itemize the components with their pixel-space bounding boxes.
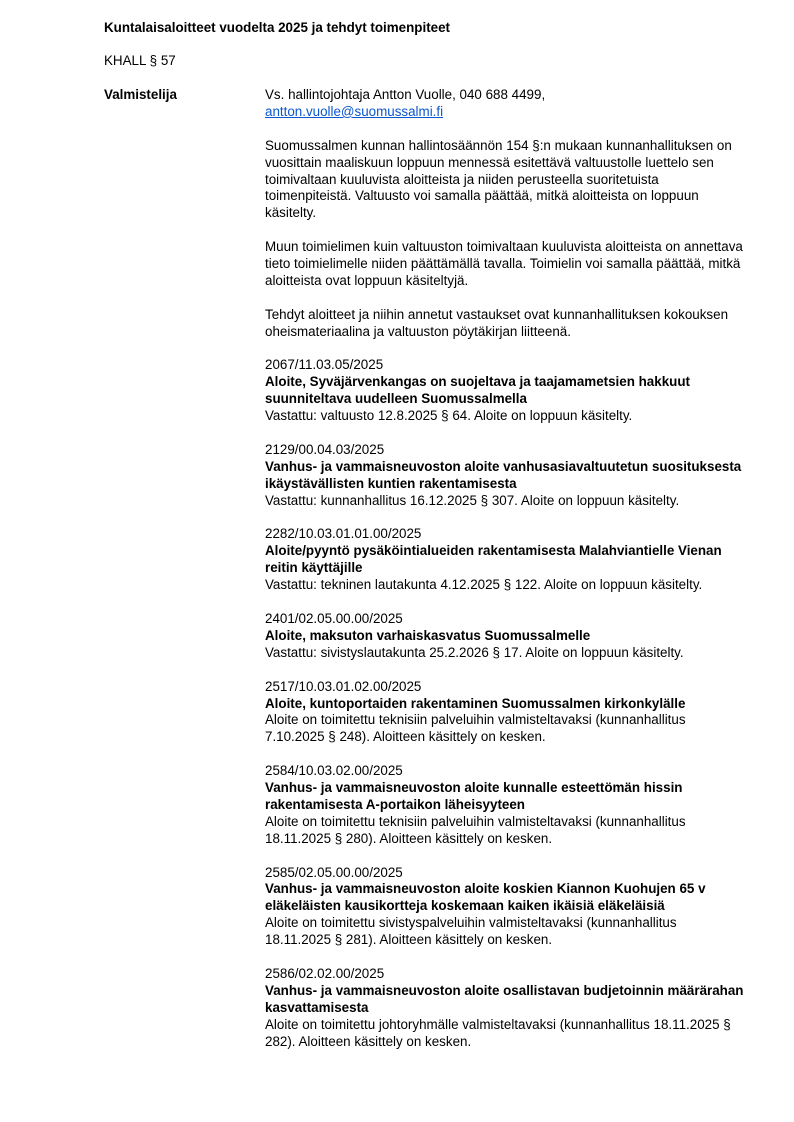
- initiative-code: 2517/10.03.01.02.00/2025: [265, 678, 422, 694]
- initiative-item: [265, 526, 745, 594]
- initiative-title: Vanhus- ja vammaisneuvoston aloite osallistavan budjetoinnin määrärahan kasvattamisesta: [265, 982, 744, 1015]
- initiative-item: [265, 966, 745, 1051]
- document-body: [265, 87, 745, 1050]
- initiative-status: Vastattu: tekninen lautakunta 4.12.2025 § 122. Aloite on loppuun käsitelty.: [265, 577, 703, 593]
- initiative-status: Aloite on toimitettu teknisiin palveluihin valmisteltavaksi (kunnanhallitus 18.11.2025 § 280). Aloitteen käsittely on kesken.: [265, 813, 686, 846]
- page-title: Kuntalaisaloitteet vuodelta 2025 ja tehdyt toimenpiteet: [104, 20, 451, 35]
- initiative-item: [265, 763, 745, 848]
- initiative-code: 2282/10.03.01.01.00/2025: [265, 526, 422, 542]
- initiative-title: Vanhus- ja vammaisneuvoston aloite vanhusasiavaltuutetun suosituksesta ikäystävällisten kuntien rakentamisesta: [265, 458, 742, 491]
- initiative-title: Aloite/pyyntö pysäköintialueiden rakentamisesta Malahviantielle Vienan reitin käyttäjille: [265, 543, 722, 576]
- initiative-code: 2067/11.03.05/2025: [265, 357, 384, 373]
- initiative-code: 2586/02.02.00/2025: [265, 965, 385, 981]
- initiative-code: 2129/00.04.03/2025: [265, 441, 385, 457]
- initiative-item: [265, 611, 745, 662]
- initiative-title: Vanhus- ja vammaisneuvoston aloite kunnalle esteettömän hissin rakentamisesta A-portaikon läheisyyteen: [265, 780, 683, 812]
- initiative-status: Aloite on toimitettu teknisiin palveluihin valmisteltavaksi (kunnanhallitus 7.10.2025 § 248). Aloitteen käsittely on kesken.: [265, 712, 686, 745]
- initiative-title: Aloite, kuntoportaiden rakentaminen Suomussalmen kirkonkylälle: [265, 695, 686, 711]
- initiative-status: Vastattu: kunnanhallitus 16.12.2025 § 307. Aloite on loppuun käsitelty.: [265, 492, 680, 508]
- initiative-title: Aloite, Syväjärvenkangas on suojeltava ja taajamametsien hakkuut suunniteltava uudelleen Suomussalmella: [265, 374, 690, 407]
- intro-paragraph: Suomussalmen kunnan hallintosäännön 154 §:n mukaan kunnanhallituksen on vuosittain maaliskuun loppuun mennessä esitettävä valtuustolle luettelo sen toimivaltaan kuuluvista aloitteista ja niiden perusteella suoritetuista toimenpiteistä. Valtuusto voi samalla päättää, mitkä aloitteista on loppuun käsitelty.: [265, 137, 732, 221]
- initiative-title: Aloite, maksuton varhaiskasvatus Suomussalmelle: [265, 627, 591, 643]
- initiative-title: Vanhus- ja vammaisneuvoston aloite koskien Kiannon Kuohujen 65 v eläkeläisten kausikortteja koskemaan kaiken ikäisiä eläkeläisiä: [265, 881, 706, 914]
- initiative-status: Vastattu: sivistyslautakunta 25.2.2026 § 17. Aloite on loppuun käsitelty.: [265, 644, 684, 660]
- initiative-status: Aloite on toimitettu johtoryhmälle valmisteltavaksi (kunnanhallitus 18.11.2025 § 282). Aloitteen käsittely on kesken.: [265, 1016, 731, 1049]
- intro-paragraph: Muun toimielimen kuin valtuuston toimivaltaan kuuluvista aloitteista on annettava tieto toimielimelle niiden päättämällä tavalla. Toimielin voi samalla päättää, mitkä aloitteista ovat loppuun käsiteltyjä.: [265, 239, 743, 288]
- initiative-item: [265, 357, 745, 425]
- initiative-item: [265, 865, 745, 950]
- initiative-item: [265, 442, 745, 510]
- preparer-label: Valmistelija: [104, 87, 177, 102]
- initiative-code: 2585/02.05.00.00/2025: [265, 864, 403, 880]
- initiative-code: 2584/10.03.02.00/2025: [265, 763, 403, 779]
- initiative-item: [265, 679, 745, 747]
- preparer-text: Vs. hallintojohtaja Antton Vuolle, 040 688 4499,: [265, 87, 546, 102]
- intro-paragraph: Tehdyt aloitteet ja niihin annetut vastaukset ovat kunnanhallituksen kokouksen oheismateriaalina ja valtuuston pöytäkirjan liitteenä.: [265, 306, 729, 339]
- initiative-status: Vastattu: valtuusto 12.8.2025 § 64. Aloite on loppuun käsitelty.: [265, 408, 633, 424]
- initiative-code: 2401/02.05.00.00/2025: [265, 610, 403, 626]
- preparer-email-link[interactable]: antton.vuolle@suomussalmi.fi: [265, 103, 444, 119]
- initiative-status: Aloite on toimitettu sivistyspalveluihin valmisteltavaksi (kunnanhallitus 18.11.2025 § 281). Aloitteen käsittely on kesken.: [265, 915, 677, 948]
- preparer-info: [265, 87, 745, 121]
- section-code: KHALL § 57: [104, 53, 176, 68]
